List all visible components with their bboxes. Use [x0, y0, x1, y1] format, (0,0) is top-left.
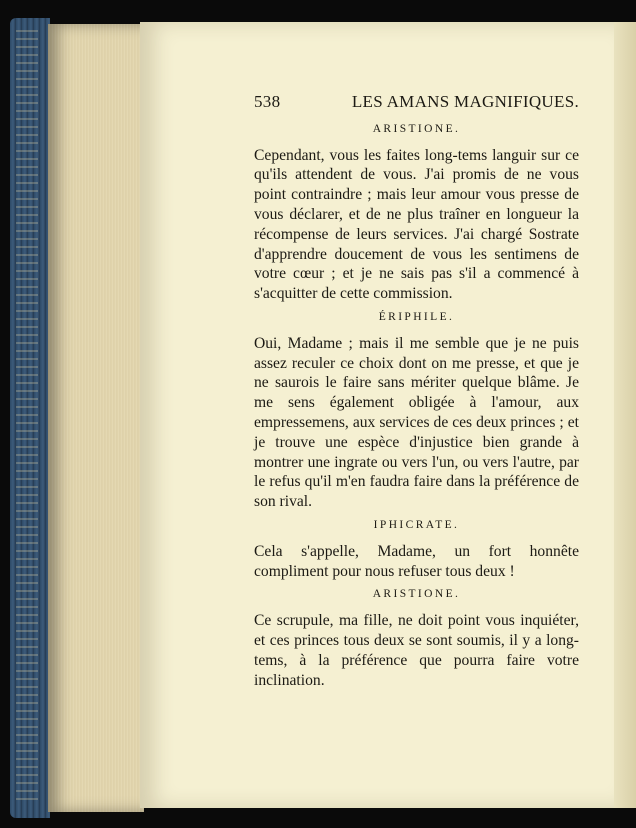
dialogue-block: [254, 516, 579, 581]
speaker-name: ÉRIPHILE.: [378, 310, 455, 323]
page-stack-edges: [48, 24, 144, 812]
speech-text: Cependant, vous les faites long-tems languir sur ce qu'ils attendent de vous. J'ai promis de ne vous point contraindre ; mais leur amour vous presse de vous déclarer, et de ne plus traîner en longueur la récompense de leurs services. J'ai chargé Sostrate d'apprendre doucement de vous les sentimens de votre cœur ; et je ne sais pas s'il a commencé à s'acquitter de cette commission.: [254, 146, 579, 303]
speaker-name: IPHICRATE.: [373, 518, 460, 531]
speech-text: Cela s'appelle, Madame, un fort honnête compliment pour nous refuser tous deux !: [254, 542, 579, 580]
speech-text: Ce scrupule, ma fille, ne doit point vous inquiéter, et ces princes tous deux se sont soumis, il y a long-tems, à la préférence que pourra faire votre inclination.: [254, 612, 579, 689]
speaker-name: ARISTIONE.: [372, 122, 461, 135]
running-title: LES AMANS MAGNIFIQUES.: [351, 92, 579, 111]
page-number: 538: [254, 92, 281, 111]
speech-text: Oui, Madame ; mais il me semble que je ne puis assez reculer ce choix dont on me presse, et que je ne saurois le faire sans mériter quelque blâme. Je me sens également obligée à l'amour, aux empressemens, aux services de ces deux princes ; et je trouve une espèce d'injustice bien grande à montrer une ingrate ou vers l'un, ou vers l'autre, par le refus qu'il m'en faudra faire dans la préférence de son rival.: [254, 334, 579, 511]
facing-page-edge: [614, 22, 636, 808]
page-content: [254, 92, 579, 690]
dialogue-block: [254, 585, 579, 690]
running-header: [254, 92, 579, 112]
speaker-name: ARISTIONE.: [372, 588, 461, 601]
cover-ornament: [16, 30, 38, 800]
dialogue-block: [254, 308, 579, 512]
dialogue-block: [254, 120, 579, 304]
